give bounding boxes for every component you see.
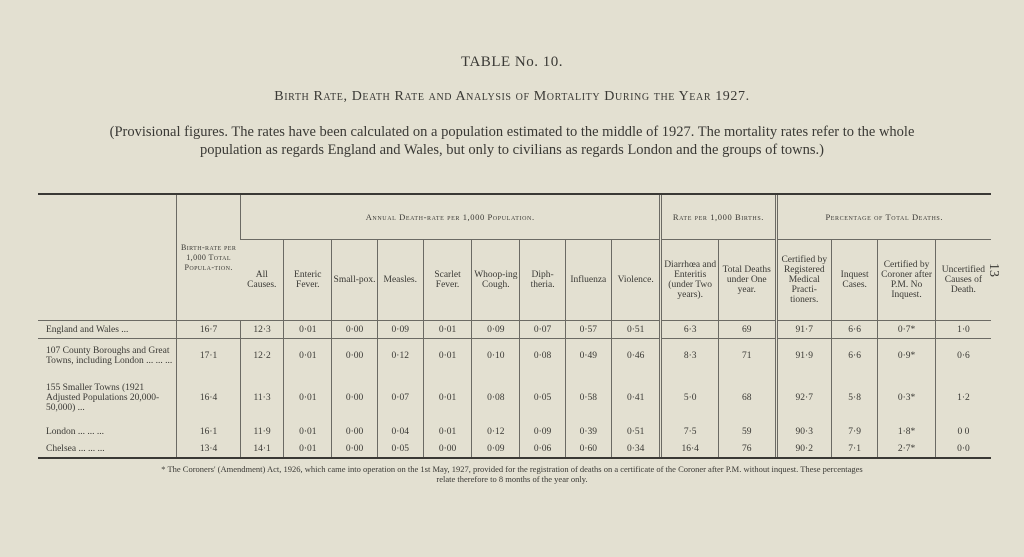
table-cell: 0·34 [611, 440, 660, 457]
table-cell: 1·8* [878, 423, 936, 440]
row-label: 155 Smaller Towns (1921 Adjusted Populations 20,000-50,000) ... [46, 383, 160, 414]
table-cell: 68 [718, 373, 776, 423]
col-deaths-under-one: Total Deaths under One year. [718, 240, 776, 321]
table-cell: 6·3 [661, 321, 719, 339]
table-cell: 0·09 [472, 321, 520, 339]
table-cell: 0·01 [284, 373, 332, 423]
table-cell: 7·9 [832, 423, 878, 440]
table-cell: 0·9* [878, 339, 936, 373]
col-whooping-cough: Whoop-ing Cough. [472, 240, 520, 321]
col-certified-coroner: Certified by Coroner after P.M. No Inquest. [878, 240, 936, 321]
table-cell: 0·41 [611, 373, 660, 423]
table-cell: 0·00 [332, 339, 377, 373]
intro-note: (Provisional figures. The rates have been calculated on a population estimated to the middle of 1927. The mortality rates refer to the whole population as regards England and Wales, but only to civilians as regards London and the groups of towns.) [109, 124, 915, 158]
col-small-pox: Small-pox. [332, 240, 377, 321]
page-number: 13 [986, 263, 1001, 277]
table-cell: 12·3 [240, 321, 283, 339]
table-cell: 76 [718, 440, 776, 457]
table-cell: 7·5 [661, 423, 719, 440]
table-cell: 0·01 [423, 423, 471, 440]
table-cell: 12·2 [240, 339, 283, 373]
table-cell: 0 0 [935, 423, 991, 440]
table-cell: 0·00 [332, 321, 377, 339]
table-cell: 14·1 [240, 440, 283, 457]
table-cell: 2·7* [878, 440, 936, 457]
table-cell: 16·7 [177, 321, 241, 339]
table-cell: 0·00 [332, 423, 377, 440]
table-cell: 11·9 [240, 423, 283, 440]
table-cell: 0·7* [878, 321, 936, 339]
table-cell: 0·57 [565, 321, 611, 339]
table-cell: 0·00 [423, 440, 471, 457]
col-influenza: Influenza [565, 240, 611, 321]
table-cell: 5·0 [661, 373, 719, 423]
table-cell: 69 [718, 321, 776, 339]
table-cell: 0·60 [565, 440, 611, 457]
table-cell: 6·6 [832, 321, 878, 339]
table-cell: 0·01 [423, 321, 471, 339]
table-cell: 0·05 [377, 440, 423, 457]
table-cell: 17·1 [177, 339, 241, 373]
birth-rate-header: Birth-rate per 1,000 Total Popula-tion. [177, 195, 241, 321]
table-cell: 0·10 [472, 339, 520, 373]
table-row [38, 423, 991, 440]
table-cell: 0·09 [520, 423, 565, 440]
col-diphtheria: Diph-theria. [520, 240, 565, 321]
table-cell: 0·6 [935, 339, 991, 373]
table-cell: 0·3* [878, 373, 936, 423]
table-cell: 0·49 [565, 339, 611, 373]
table-cell: 0·01 [284, 321, 332, 339]
row-label: Chelsea ... ... ... [46, 443, 105, 454]
table-cell: 5·8 [832, 373, 878, 423]
row-label: 107 County Boroughs and Great Towns, including London ... ... ... [46, 346, 173, 367]
table-cell: 0·07 [377, 373, 423, 423]
col-measles: Measles. [377, 240, 423, 321]
table-cell: 0·04 [377, 423, 423, 440]
table-cell: 0·58 [565, 373, 611, 423]
col-inquest-cases: Inquest Cases. [832, 240, 878, 321]
table-cell: 0·12 [377, 339, 423, 373]
col-all-causes: All Causes. [240, 240, 283, 321]
table-cell: 0·00 [332, 440, 377, 457]
table-cell: 0·39 [565, 423, 611, 440]
table-cell: 91·9 [776, 339, 832, 373]
rate-per-births-header: Rate per 1,000 Births. [661, 195, 776, 240]
table-cell: 6·6 [832, 339, 878, 373]
table-cell: 1·2 [935, 373, 991, 423]
table-cell: 0·09 [377, 321, 423, 339]
col-certified-registered: Certified by Registered Medical Practi-tioners. [776, 240, 832, 321]
footnote: * The Coroners' (Amendment) Act, 1926, which came into operation on the 1st May, 1927, provided for the registration of deaths on a certificate of the Coroner after P.M. without inquest. These percentages relate therefore to 8 months of the year only. [161, 464, 863, 484]
table-row [38, 440, 991, 457]
col-enteric-fever: Enteric Fever. [284, 240, 332, 321]
table-cell: 0·06 [520, 440, 565, 457]
table-row [38, 339, 991, 373]
table-cell: 0·12 [472, 423, 520, 440]
table-cell: 71 [718, 339, 776, 373]
table-cell: 13·4 [177, 440, 241, 457]
row-label: London ... ... ... [46, 426, 105, 437]
table-cell: 0·01 [284, 339, 332, 373]
table-cell: 92·7 [776, 373, 832, 423]
table-cell: 0·07 [520, 321, 565, 339]
table-cell: 0·09 [472, 440, 520, 457]
table-cell: 0·08 [520, 339, 565, 373]
table-cell: 11·3 [240, 373, 283, 423]
table-cell: 0·46 [611, 339, 660, 373]
col-uncertified: Uncertified Causes of Death. [935, 240, 991, 321]
col-violence: Violence. [611, 240, 660, 321]
table-cell: 0·51 [611, 423, 660, 440]
table-cell: 16·4 [661, 440, 719, 457]
col-diarrhoea: Diarrhœa and Enteritis (under Two years). [661, 240, 719, 321]
col-scarlet-fever: Scarlet Fever. [423, 240, 471, 321]
table-subtitle: Birth Rate, Death Rate and Analysis of Mortality During the Year 1927. [274, 89, 750, 104]
table-cell: 1·0 [935, 321, 991, 339]
table-cell: 0·05 [520, 373, 565, 423]
table-cell: 0·51 [611, 321, 660, 339]
table-cell: 8·3 [661, 339, 719, 373]
annual-death-rate-header: Annual Death-rate per 1,000 Population. [240, 195, 660, 240]
row-label: England and Wales ... [38, 321, 177, 339]
table-cell: 91·7 [776, 321, 832, 339]
table-cell: 16·4 [177, 373, 241, 423]
table-cell: 0·01 [423, 373, 471, 423]
percentage-header: Percentage of Total Deaths. [776, 195, 991, 240]
table-cell: 90·3 [776, 423, 832, 440]
table-cell: 0·08 [472, 373, 520, 423]
table-cell: 0·00 [332, 373, 377, 423]
table-cell: 0·0 [935, 440, 991, 457]
table-cell: 59 [718, 423, 776, 440]
table-cell: 0·01 [423, 339, 471, 373]
table-row [38, 321, 991, 339]
label-header [38, 195, 177, 321]
table-row [38, 373, 991, 423]
table-cell: 0·01 [284, 440, 332, 457]
table-cell: 0·01 [284, 423, 332, 440]
table-cell: 16·1 [177, 423, 241, 440]
table-cell: 7·1 [832, 440, 878, 457]
table-cell: 90·2 [776, 440, 832, 457]
mortality-table [38, 193, 991, 459]
table-title: TABLE No. 10. [461, 54, 563, 70]
